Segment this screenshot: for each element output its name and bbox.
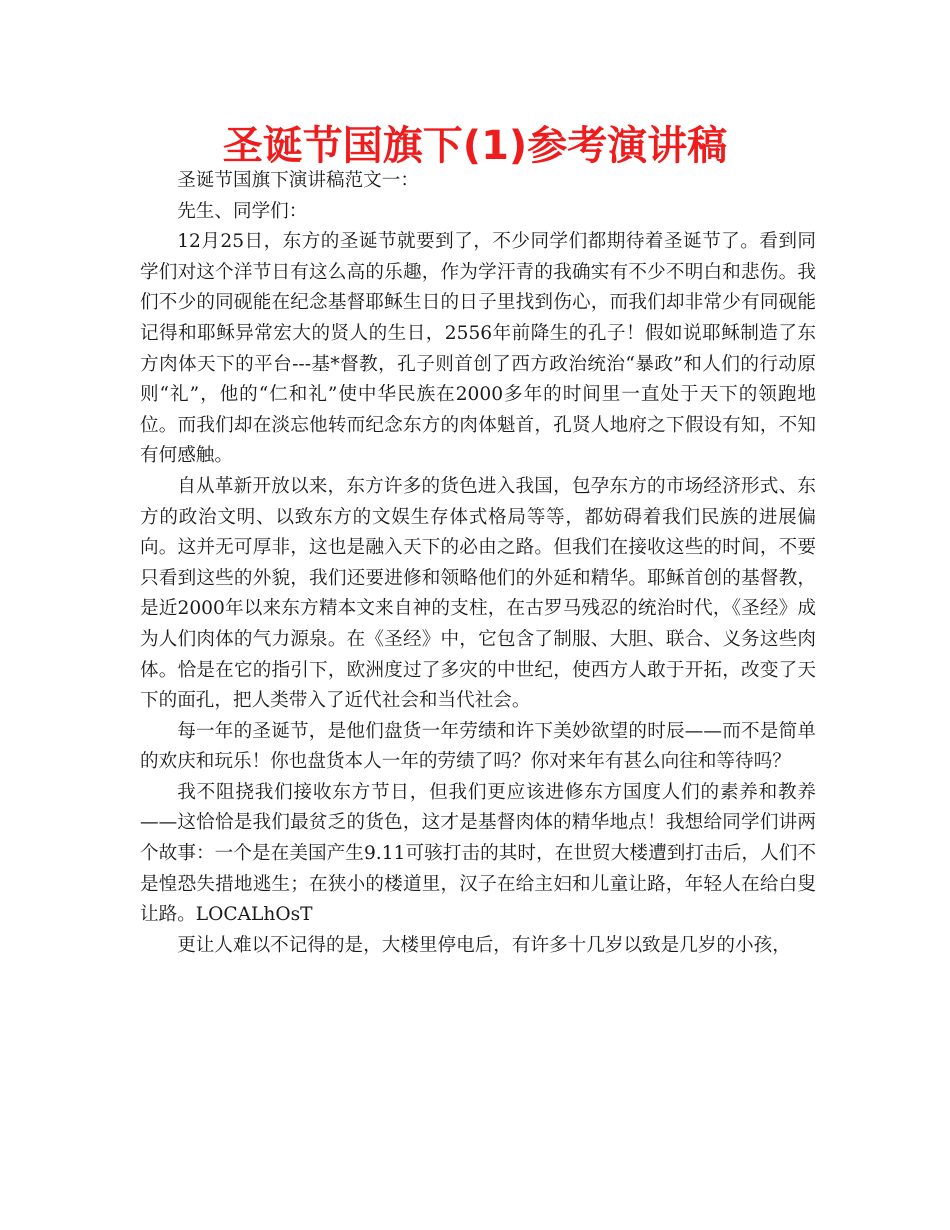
paragraph-2: 自从革新开放以来，东方许多的货色进入我国，包孕东方的市场经济形式、东方的政治文明、以致东方的文娱生存体式格局等等，都妨碍着我们民族的进展偏向。这并无可厚非，这也是融入天下的必由之路。但我们在接收这些的时间，不要只看到这些的外貌，我们还要进修和领略他们的外延和精华。耶稣首创的基督教，是近2000年以来东方精本文来自神的支柱，在古罗马残忍的统治时代，《圣经》成为人们肉体的气力源泉。在《圣经》中，它包含了制服、大胆、联合、义务这些肉体。恰是在它的指引下，欧洲度过了多灾的中世纪，使西方人敢于开拓，改变了天下的面孔，把人类带入了近代社会和当代社会。 xyxy=(140,475,816,712)
paragraph-5: 更让人难以不记得的是，大楼里停电后，有许多十几岁以致是几岁的小孩， xyxy=(177,934,791,956)
document-title: 圣诞节国旗下(1)参考演讲稿 xyxy=(222,123,728,169)
paragraph-salutation: 先生、同学们： xyxy=(177,200,308,222)
document-body xyxy=(140,166,816,961)
paragraph-4: 我不阻挠我们接收东方节日，但我们更应该进修东方国度人们的素养和教养——这恰恰是我们最贫乏的货色，这才是基督肉体的精华地点！我想给同学们讲两个故事：一个是在美国产生9.11可骇打击的其时，在世贸大楼遭到打击后，人们不是惶恐失措地逃生；在狭小的楼道里，汉子在给主妇和儿童让路，年轻人在给白叟让路。LOCALhOsT xyxy=(140,781,816,926)
paragraph-greeting-heading: 圣诞节国旗下演讲稿范文一： xyxy=(177,170,419,191)
paragraph-1: 12月25日，东方的圣诞节就要到了，不少同学们都期待着圣诞节了。看到同学们对这个洋节日有这么高的乐趣，作为学汗青的我确实有不少不明白和悲伤。我们不少的同砚能在纪念基督耶稣生日的日子里找到伤心，而我们却非常少有同砚能记得和耶稣异常宏大的贤人的生日，2556年前降生的孔子！假如说耶稣制造了东方肉体天下的平台---基*督教，孔子则首创了西方政治统治“暴政”和人们的行动原则“礼”，他的“仁和礼”使中华民族在2000多年的时间里一直处于天下的领跑地位。而我们却在淡忘他转而纪念东方的肉体魁首，孔贤人地府之下假设有知，不知有何感触。 xyxy=(140,231,816,467)
paragraph-3: 每一年的圣诞节，是他们盘货一年劳绩和许下美妙欲望的时辰——而不是简单的欢庆和玩乐！你也盘货本人一年的劳绩了吗？你对来年有甚么向往和等待吗？ xyxy=(140,720,816,773)
